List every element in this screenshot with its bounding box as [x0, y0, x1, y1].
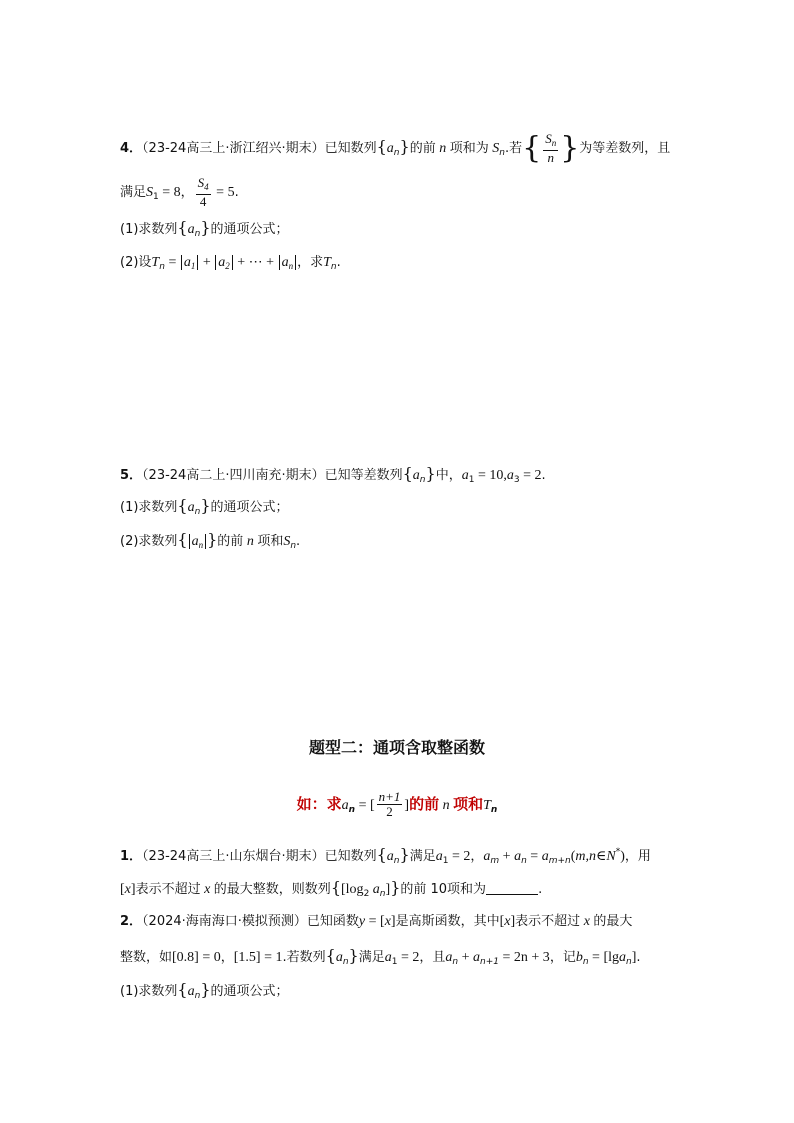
problem-number: 4．: [120, 141, 143, 156]
problem-5-q2: (2)求数列{ $a_n$ }的前 n 项和$S_n$.: [120, 530, 301, 551]
problem-source: （2024·海南海口·模拟预测）: [142, 914, 307, 929]
problem-4-q2: (2)设$T_n = a_1 + a_2$ + ⋯ + $a_n$ ，求$T_n$.: [120, 255, 341, 272]
section-example: 如：求$a_n$ = [ $\frac{n+1}{2}$ ]的前 n 项和$T_n$: [296, 789, 498, 819]
problem-number: 5．: [120, 468, 143, 483]
problem-5-q1: (1)求数列$\{a_n\}$的通项公式；: [120, 496, 289, 517]
problem-4-line-1: 4．（23-24高三上·浙江绍兴·期末）已知数列$\{a_n\}$的前 n 项和为 $S_n$.若{ $\frac{S_n}{n}$ }为等差数列，且: [120, 130, 671, 166]
fraction-s4-over-4: $\frac{S_4}{4}$: [197, 175, 209, 209]
problem-number: 1．: [120, 849, 143, 864]
problem-source: （23-24高二上·四川南充·期末）: [142, 468, 325, 483]
problem-2-q1: (1)求数列$\{a_n\}$的通项公式；: [120, 980, 289, 1001]
problem-source: （23-24高三上·浙江绍兴·期末）: [142, 141, 325, 156]
answer-blank[interactable]: [486, 882, 538, 895]
fraction-sn-over-n: $\frac{S_n}{n}$: [545, 131, 557, 165]
problem-2-line-1: 2．（2024·海南海口·模拟预测）已知函数y = [x]是高斯函数，其中[x]表示不超过 x 的最大: [120, 914, 633, 929]
problem-1-line-1: 1．（23-24高三上·山东烟台·期末）已知数列$\{a_n\}$满足$a_1 = 2$，$a_m + a_n$ = $a_{m+n}(m,n\in N^*)$，用: [120, 845, 651, 866]
problem-5-line-1: 5．（23-24高二上·四川南充·期末）已知等差数列$\{a_n\}$中，$a_1 = 10,a_3 = 2$.: [120, 464, 546, 485]
section-title: 题型二：通项含取整函数: [308, 738, 485, 757]
problem-1-line-2: [x]表示不超过 x 的最大整数，则数列{[$\log_2$ $a_n$]}的前 10项和为 .: [120, 878, 543, 899]
problem-number: 2．: [120, 914, 143, 929]
problem-4-line-2: 满足$S_1 = 8$， $\frac{S_4}{4}$ = 5.: [120, 175, 239, 209]
problem-4-q1: (1)求数列$\{a_n\}$的通项公式；: [120, 218, 289, 239]
fraction-n-plus-1-over-2: $\frac{n+1}{2}$: [378, 789, 401, 819]
problem-source: （23-24高三上·山东烟台·期末）: [142, 849, 325, 864]
problem-2-line-2: 整数，如[0.8] = 0，[1.5] = 1.若数列$\{a_n\}$满足$a_1 = 2$，且$a_n + a_{n+1} = 2n + 3$，记$b_n = [\lg a_n]$.: [120, 946, 641, 967]
